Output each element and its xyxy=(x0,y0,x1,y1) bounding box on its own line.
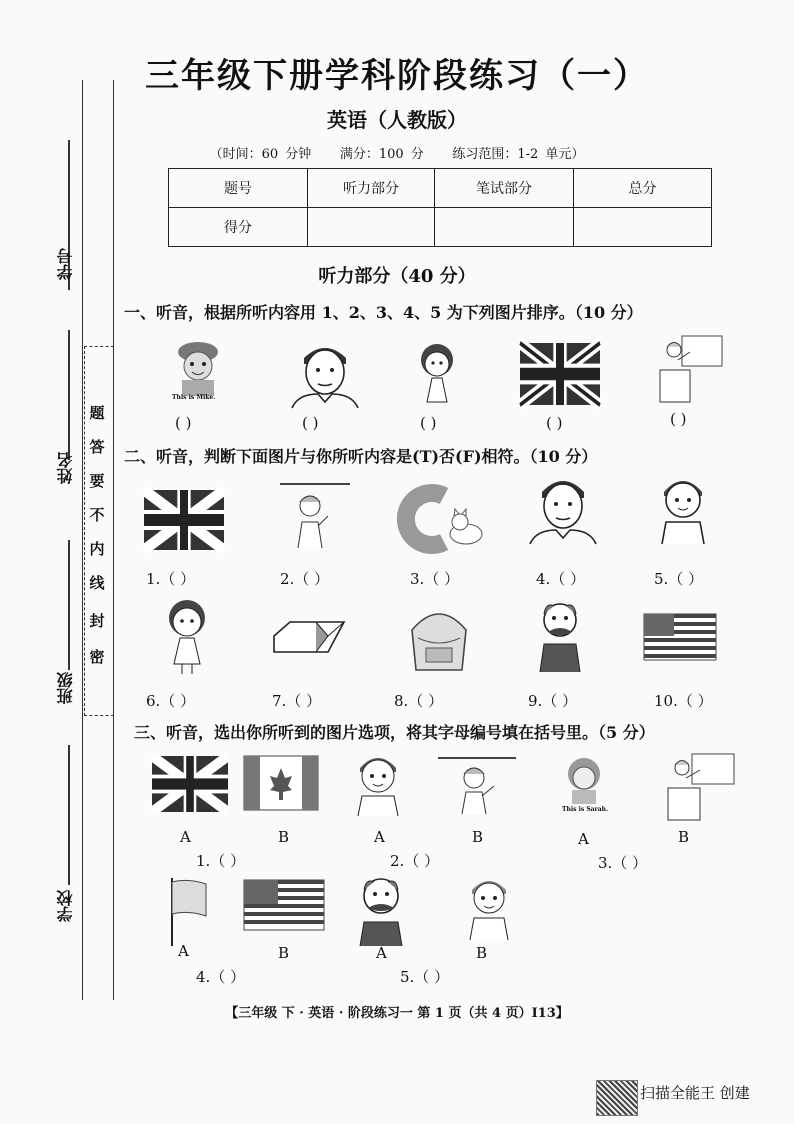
answer-blank[interactable]: 2.（ ） xyxy=(390,852,440,870)
teacher-icon xyxy=(656,332,726,404)
answer-blank[interactable]: 7.（ ） xyxy=(272,692,322,710)
teacher-icon xyxy=(664,750,736,822)
uk-flag-icon xyxy=(152,756,228,812)
name-label: 姓名 xyxy=(56,452,75,484)
answer-blank[interactable]: ( ) xyxy=(546,414,563,432)
boy-icon xyxy=(352,750,404,816)
question-3: 三、听音，选出你所听到的图片选项，将其字母编号填在括号里。（5 分） xyxy=(134,723,655,742)
man-icon xyxy=(528,474,598,546)
answer-blank[interactable]: 1.（ ） xyxy=(146,570,196,588)
page-footer: 【三年级 下 · 英语 · 阶段练习一 第 1 页（共 4 页）I13】 xyxy=(225,1006,569,1021)
answer-blank[interactable]: 8.（ ） xyxy=(394,692,444,710)
exam-info xyxy=(0,143,794,162)
option-b: B xyxy=(678,828,690,846)
answer-blank[interactable]: ( ) xyxy=(420,414,437,432)
field-underline xyxy=(68,330,70,460)
seal-char: 密 xyxy=(89,648,105,666)
photo-caption: This is Sarah. xyxy=(562,806,609,813)
table-header: 题号 xyxy=(169,169,308,208)
seal-char: 封 xyxy=(89,612,105,630)
photo-caption: This is Mike. xyxy=(172,394,216,401)
score-cell[interactable] xyxy=(574,208,712,247)
seal-char: 答 xyxy=(89,438,105,456)
option-a: A xyxy=(376,944,387,962)
flag-on-pole-icon xyxy=(166,876,210,946)
option-a: A xyxy=(178,942,189,960)
answer-blank[interactable]: 5.（ ） xyxy=(400,968,450,986)
school-label: 学校 xyxy=(56,890,75,922)
uk-flag-icon xyxy=(144,490,224,550)
answer-blank[interactable]: 3.（ ） xyxy=(598,854,648,872)
boy-icon xyxy=(656,472,710,544)
page-subtitle: 英语（人教版） xyxy=(327,108,467,132)
answer-blank[interactable]: 10.（ ） xyxy=(654,692,713,710)
score-cell[interactable] xyxy=(435,208,574,247)
answer-blank[interactable]: 2.（ ） xyxy=(280,570,330,588)
old-man-icon xyxy=(352,872,410,946)
woman-teacher-icon xyxy=(438,756,516,816)
range-info: 练习范围：1-2 单元） xyxy=(452,147,585,162)
table-header: 听力部分 xyxy=(308,169,435,208)
canada-flag-icon xyxy=(244,756,318,810)
answer-blank[interactable]: ( ) xyxy=(175,414,192,432)
letter-c-cat-icon xyxy=(400,484,496,554)
option-b: B xyxy=(278,944,290,962)
uk-flag-icon xyxy=(520,343,600,405)
answer-blank[interactable]: 5.（ ） xyxy=(654,570,704,588)
option-a: A xyxy=(180,828,191,846)
usa-flag-icon xyxy=(244,880,324,930)
answer-blank[interactable]: ( ) xyxy=(670,410,687,428)
answer-blank[interactable]: 4.（ ） xyxy=(536,570,586,588)
option-b: B xyxy=(476,944,488,962)
time-info: （时间：60 分钟 xyxy=(209,147,312,162)
table-header: 总分 xyxy=(574,169,712,208)
page-title: 三年级下册学科阶段练习（一） xyxy=(145,56,649,96)
option-a: A xyxy=(374,828,385,846)
answer-blank[interactable]: ( ) xyxy=(302,414,319,432)
question-1: 一、听音，根据所听内容用 1、2、3、4、5 为下列图片排序。（10 分） xyxy=(124,303,643,322)
answer-blank[interactable]: 3.（ ） xyxy=(410,570,460,588)
answer-blank[interactable]: 4.（ ） xyxy=(196,968,246,986)
student-id-label: 学号 xyxy=(56,248,75,280)
option-b: B xyxy=(278,828,290,846)
answer-blank[interactable]: 6.（ ） xyxy=(146,692,196,710)
girl-icon xyxy=(162,598,212,676)
girl-photo-icon xyxy=(562,756,608,806)
scanner-watermark: 扫描全能王 创建 xyxy=(640,1084,750,1102)
answer-blank[interactable]: 1.（ ） xyxy=(196,852,246,870)
schoolbag-icon xyxy=(406,604,472,672)
question-2: 二、听音，判断下面图片与你所听内容是(T)否(F)相符。（10 分） xyxy=(124,447,598,466)
boy-icon xyxy=(464,874,514,940)
section-title: 听力部分（40 分） xyxy=(318,266,476,287)
class-label: 班级 xyxy=(56,672,75,704)
old-man-icon xyxy=(532,598,588,672)
field-underline xyxy=(68,745,70,885)
field-underline xyxy=(68,540,70,670)
qr-code-icon xyxy=(596,1080,638,1116)
row-label: 得分 xyxy=(169,208,308,247)
seal-char: 题 xyxy=(89,404,105,422)
score-cell[interactable] xyxy=(308,208,435,247)
seal-char: 线 xyxy=(89,574,105,592)
answer-blank[interactable]: 9.（ ） xyxy=(528,692,578,710)
seal-char: 内 xyxy=(89,540,105,558)
seal-char: 不 xyxy=(89,506,105,524)
usa-flag-icon xyxy=(644,614,716,660)
eraser-icon xyxy=(270,618,348,658)
option-b: B xyxy=(472,828,484,846)
option-a: A xyxy=(578,830,589,848)
score-info: 满分：100 分 xyxy=(339,147,424,162)
man-icon xyxy=(290,342,360,408)
seal-char: 要 xyxy=(89,472,105,490)
score-table xyxy=(168,168,712,247)
woman-teacher-icon xyxy=(280,482,350,552)
girl-icon xyxy=(414,340,460,406)
table-header: 笔试部分 xyxy=(435,169,574,208)
